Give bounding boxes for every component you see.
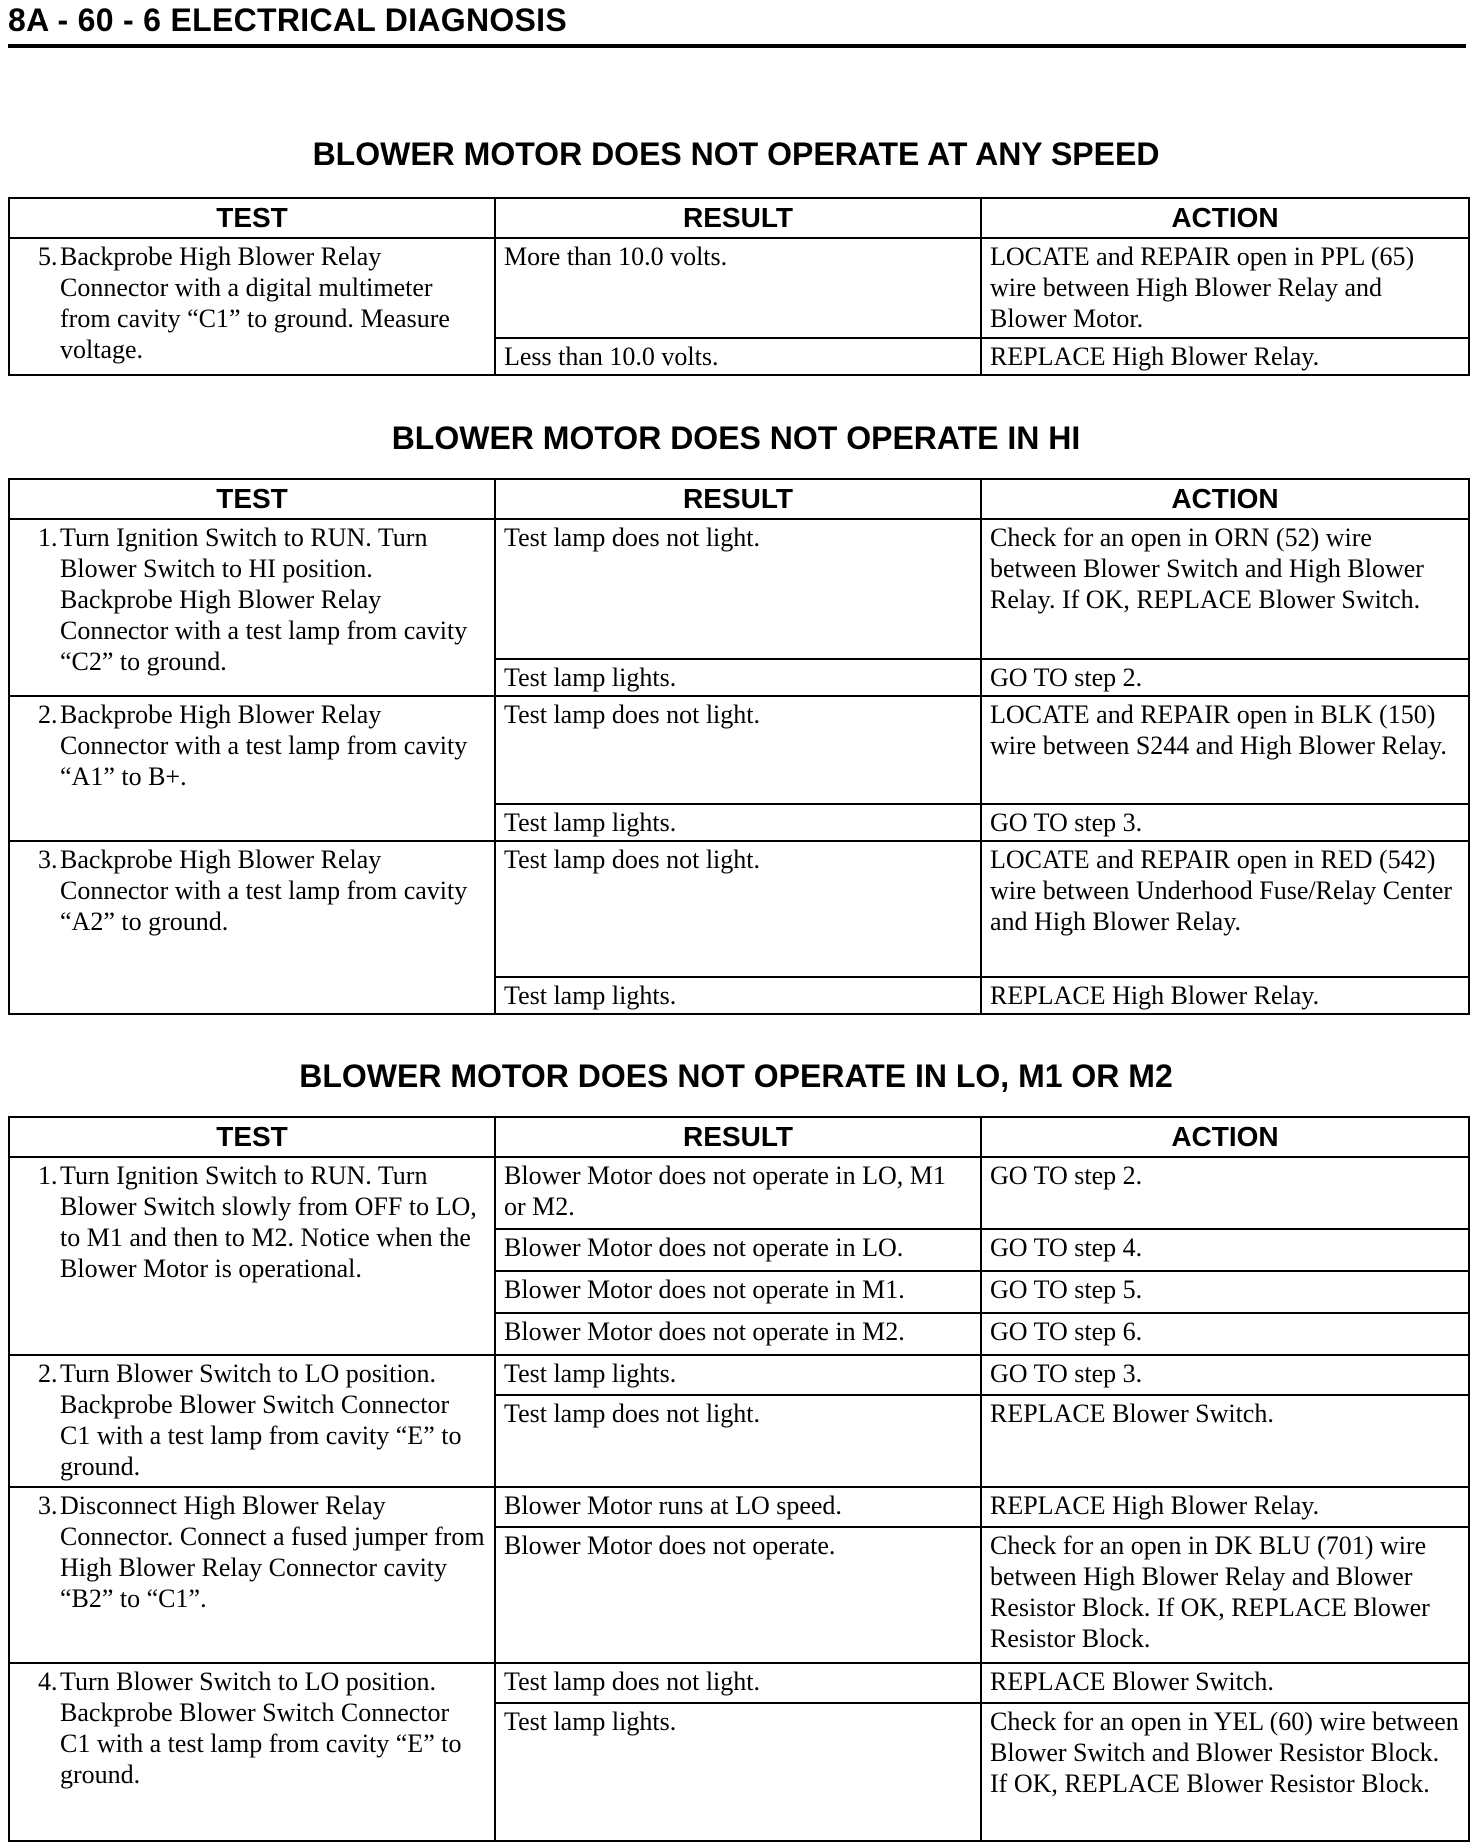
result-cell: Blower Motor does not operate. <box>495 1527 981 1663</box>
test-step-text: Backprobe High Blower Relay Connector with a test lamp from cavity “A1” to B+. <box>60 700 468 791</box>
page-header: 8A - 60 - 6 ELECTRICAL DIAGNOSIS <box>8 2 1466 48</box>
action-cell: LOCATE and REPAIR open in PPL (65) wire between High Blower Relay and Blower Motor. <box>981 238 1469 338</box>
section-title: BLOWER MOTOR DOES NOT OPERATE AT ANY SPEED <box>312 136 1160 172</box>
test-step-cell <box>9 1487 495 1663</box>
step-number: 3. <box>38 845 58 874</box>
column-header-result: RESULT <box>495 198 981 238</box>
action-cell: GO TO step 6. <box>981 1313 1469 1355</box>
action-cell: LOCATE and REPAIR open in BLK (150) wire between S244 and High Blower Relay. <box>981 696 1469 804</box>
result-cell: Test lamp lights. <box>495 804 981 841</box>
diagnosis-table <box>8 478 1470 1015</box>
result-cell: More than 10.0 volts. <box>495 238 981 338</box>
action-cell: REPLACE Blower Switch. <box>981 1395 1469 1487</box>
column-header-action: ACTION <box>981 1117 1469 1157</box>
action-cell: REPLACE High Blower Relay. <box>981 977 1469 1014</box>
action-cell: REPLACE High Blower Relay. <box>981 1487 1469 1527</box>
step-number: 4. <box>38 1667 58 1696</box>
result-cell: Blower Motor does not operate in LO. <box>495 1229 981 1271</box>
test-step-text: Backprobe High Blower Relay Connector with a test lamp from cavity “A2” to ground. <box>60 845 468 936</box>
result-cell: Test lamp lights. <box>495 1703 981 1841</box>
action-cell: REPLACE High Blower Relay. <box>981 338 1469 375</box>
action-cell: REPLACE Blower Switch. <box>981 1663 1469 1703</box>
test-step-cell <box>9 1663 495 1841</box>
column-header-test: TEST <box>9 1117 495 1157</box>
action-cell: GO TO step 2. <box>981 1157 1469 1229</box>
action-cell: Check for an open in YEL (60) wire between Blower Switch and Blower Resistor Block. If OK, REPLACE Blower Resistor Block. <box>981 1703 1469 1841</box>
result-cell: Blower Motor does not operate in M2. <box>495 1313 981 1355</box>
diagnosis-table <box>8 1116 1470 1842</box>
test-step-text: Turn Ignition Switch to RUN. Turn Blower Switch to HI position. Backprobe High Blower Relay Connector with a test lamp from cavity “C2” to ground. <box>60 523 468 676</box>
test-step-cell <box>9 696 495 841</box>
action-cell: GO TO step 2. <box>981 659 1469 696</box>
section-title: BLOWER MOTOR DOES NOT OPERATE IN HI <box>391 420 1081 456</box>
action-cell: GO TO step 4. <box>981 1229 1469 1271</box>
step-number: 2. <box>38 700 58 729</box>
result-cell: Test lamp does not light. <box>495 1395 981 1487</box>
result-cell: Blower Motor does not operate in M1. <box>495 1271 981 1313</box>
result-cell: Blower Motor runs at LO speed. <box>495 1487 981 1527</box>
action-cell: LOCATE and REPAIR open in RED (542) wire between Underhood Fuse/Relay Center and High Blower Relay. <box>981 841 1469 977</box>
section-title: BLOWER MOTOR DOES NOT OPERATE IN LO, M1 OR M2 <box>299 1058 1173 1094</box>
test-step-text: Turn Blower Switch to LO position. Backprobe Blower Switch Connector C1 with a test lamp from cavity “E” to ground. <box>60 1359 462 1481</box>
column-header-action: ACTION <box>981 479 1469 519</box>
action-cell: GO TO step 5. <box>981 1271 1469 1313</box>
action-cell: Check for an open in ORN (52) wire between Blower Switch and High Blower Relay. If OK, REPLACE Blower Switch. <box>981 519 1469 659</box>
action-cell: Check for an open in DK BLU (701) wire between High Blower Relay and Blower Resistor Block. If OK, REPLACE Blower Resistor Block. <box>981 1527 1469 1663</box>
result-cell: Test lamp does not light. <box>495 841 981 977</box>
test-step-cell <box>9 238 495 375</box>
result-cell: Test lamp lights. <box>495 1355 981 1395</box>
result-cell: Test lamp lights. <box>495 659 981 696</box>
test-step-text: Disconnect High Blower Relay Connector. Connect a fused jumper from High Blower Relay Connector cavity “B2” to “C1”. <box>60 1491 485 1613</box>
result-cell: Test lamp lights. <box>495 977 981 1014</box>
test-step-cell <box>9 1355 495 1487</box>
test-step-cell <box>9 841 495 1014</box>
result-cell: Blower Motor does not operate in LO, M1 or M2. <box>495 1157 981 1229</box>
test-step-text: Turn Blower Switch to LO position. Backprobe Blower Switch Connector C1 with a test lamp from cavity “E” to ground. <box>60 1667 462 1789</box>
result-cell: Test lamp does not light. <box>495 519 981 659</box>
diagnosis-table <box>8 197 1470 376</box>
step-number: 2. <box>38 1359 58 1388</box>
result-cell: Less than 10.0 volts. <box>495 338 981 375</box>
result-cell: Test lamp does not light. <box>495 1663 981 1703</box>
column-header-test: TEST <box>9 198 495 238</box>
test-step-cell <box>9 519 495 696</box>
test-step-text: Backprobe High Blower Relay Connector with a digital multimeter from cavity “C1” to ground. Measure voltage. <box>60 242 450 364</box>
test-step-cell <box>9 1157 495 1355</box>
action-cell: GO TO step 3. <box>981 1355 1469 1395</box>
column-header-result: RESULT <box>495 479 981 519</box>
test-step-text: Turn Ignition Switch to RUN. Turn Blower Switch slowly from OFF to LO, to M1 and then to M2. Notice when the Blower Motor is operational. <box>60 1161 477 1283</box>
action-cell: GO TO step 3. <box>981 804 1469 841</box>
step-number: 3. <box>38 1491 58 1520</box>
column-header-action: ACTION <box>981 198 1469 238</box>
column-header-result: RESULT <box>495 1117 981 1157</box>
step-number: 5. <box>38 242 58 271</box>
result-cell: Test lamp does not light. <box>495 696 981 804</box>
step-number: 1. <box>38 1161 58 1190</box>
step-number: 1. <box>38 523 58 552</box>
column-header-test: TEST <box>9 479 495 519</box>
